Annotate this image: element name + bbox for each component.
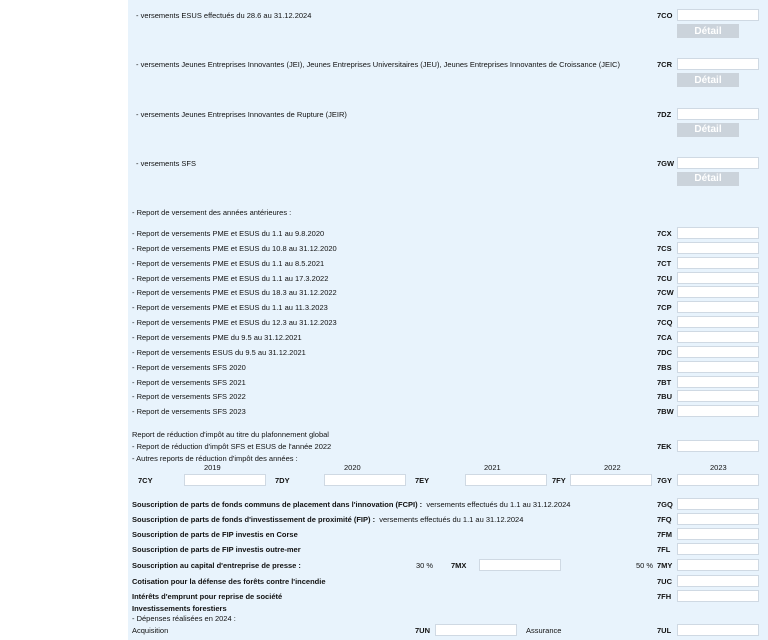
code-7MX: 7MX [451, 561, 467, 570]
report-label: - Report de versements SFS 2023 [132, 407, 246, 417]
report-label: - Report de versements SFS 2020 [132, 362, 246, 372]
versement-label: - versements Jeunes Entreprises Innovantes (JEI), Jeunes Entreprises Universitaires (JEU), Jeunes Entreprises Innovantes de Croissance (JEIC) [136, 60, 620, 70]
report-code: 7CU [657, 273, 673, 283]
report-label: - Report de versements PME et ESUS du 1.1 au 8.5.2021 [132, 258, 325, 268]
report-input[interactable] [677, 272, 759, 284]
report-label: - Report de versements PME et ESUS du 18.3 au 31.12.2022 [132, 288, 337, 298]
detail-button[interactable]: Détail [677, 73, 739, 87]
input-7FQ[interactable] [677, 513, 759, 525]
report-code: 7CA [657, 332, 673, 342]
report-code: 7CQ [657, 318, 673, 328]
versement-code: 7GW [657, 158, 675, 168]
assurance-label: Assurance [526, 626, 562, 635]
acquisition-label: Acquisition [132, 626, 169, 635]
report-input[interactable] [677, 316, 759, 328]
report-label: - Report de versements PME du 9.5 au 31.12.2021 [132, 332, 302, 342]
code-7GQ: 7GQ [657, 500, 673, 509]
detail-button[interactable]: Détail [677, 172, 739, 186]
versement-code: 7CO [657, 11, 673, 20]
year-label: 2020 [344, 463, 361, 472]
report-code: 7BS [657, 362, 672, 372]
report-input[interactable] [677, 242, 759, 254]
report-code: 7CS [657, 243, 672, 253]
versement-label: - versements Jeunes Entreprises Innovantes de Rupture (JEIR) [136, 109, 347, 119]
year-input[interactable] [324, 474, 406, 486]
plafond-line2: - Autres reports de réduction d'impôt des années : [132, 454, 298, 463]
versement-input[interactable] [677, 58, 759, 70]
report-label: - Report de versements SFS 2021 [132, 377, 246, 387]
input-7UL[interactable] [677, 624, 759, 636]
plafond-title: Report de réduction d'impôt au titre du plafonnement global [132, 430, 329, 439]
year-code: 7CY [138, 476, 153, 485]
report-code: 7CX [657, 229, 672, 238]
report-label: - Report de versements PME et ESUS du 1.1 au 11.3.2023 [132, 303, 328, 313]
input-7MY[interactable] [677, 559, 759, 571]
year-code: 7EY [415, 476, 430, 485]
input-7FH[interactable] [677, 590, 759, 602]
code-7EK: 7EK [657, 442, 672, 451]
input-7FM[interactable] [677, 528, 759, 540]
forestiers-title: Investissements forestiers [132, 604, 227, 613]
versement-input[interactable] [677, 157, 759, 169]
year-input[interactable] [465, 474, 547, 486]
plafond-line1: - Report de réduction d'impôt SFS et ESUS de l'année 2022 [132, 442, 332, 451]
report-label: - Report de versements PME et ESUS du 1.1 au 17.3.2022 [132, 273, 329, 283]
versement-input[interactable] [677, 108, 759, 120]
report-code: 7DC [657, 347, 673, 357]
code-7MY: 7MY [657, 561, 673, 570]
input-7UN[interactable] [435, 624, 517, 636]
presse-pct1: 30 % [416, 561, 434, 570]
report-code: 7CW [657, 288, 674, 298]
versement-input[interactable] [677, 9, 759, 21]
report-label: - Report de versements PME et ESUS du 12.3 au 31.12.2023 [132, 318, 337, 328]
fip-corse-label: Souscription de parts de FIP investis en Corse [132, 530, 298, 539]
detail-button[interactable]: Détail [677, 123, 739, 137]
report-code: 7BW [657, 407, 674, 417]
code-7FM: 7FM [657, 530, 672, 539]
year-input[interactable] [570, 474, 652, 486]
report-label: - Report de versements ESUS du 9.5 au 31.12.2021 [132, 347, 306, 357]
report-label: - Report de versements SFS 2022 [132, 392, 246, 402]
input-7MX[interactable] [479, 559, 561, 571]
input-7UC[interactable] [677, 575, 759, 587]
year-label: 2021 [484, 463, 501, 472]
report-input[interactable] [677, 361, 759, 373]
report-code: 7BU [657, 392, 673, 402]
fip-label [132, 515, 523, 524]
code-7FQ: 7FQ [657, 515, 672, 524]
input-7GQ[interactable] [677, 498, 759, 510]
input-7EK[interactable] [677, 440, 759, 452]
report-input[interactable] [677, 390, 759, 402]
report-label: - Report de versements PME et ESUS du 10.8 au 31.12.2020 [132, 243, 337, 253]
code-7UL: 7UL [657, 626, 672, 635]
code-7UN: 7UN [415, 626, 431, 635]
incendie-label: Cotisation pour la défense des forêts contre l'incendie [132, 577, 326, 586]
form-panel [128, 0, 768, 640]
code-7FH: 7FH [657, 592, 672, 601]
code-7UC: 7UC [657, 577, 673, 586]
year-label: 2023 [710, 463, 727, 472]
report-input[interactable] [677, 346, 759, 358]
report-input[interactable] [677, 405, 759, 417]
forestiers-sub: - Dépenses réalisées en 2024 : [132, 614, 236, 623]
emprunt-label: Intérêts d'emprunt pour reprise de société [132, 592, 283, 601]
report-input[interactable] [677, 227, 759, 239]
year-label: 2022 [604, 463, 621, 472]
fcpi-normal: versements effectués du 1.1 au 31.12.2024 [426, 500, 571, 509]
detail-button[interactable]: Détail [677, 24, 739, 38]
versement-label: - versements ESUS effectués du 28.6 au 31.12.2024 [136, 11, 312, 20]
fip-normal: versements effectués du 1.1 au 31.12.2024 [379, 515, 524, 524]
fcpi-bold: Souscription de parts de fonds communs de placement dans l'innovation (FCPI) : [132, 500, 423, 509]
report-code: 7BT [657, 377, 672, 387]
report-input[interactable] [677, 331, 759, 343]
report-code: 7CP [657, 303, 672, 313]
fip-bold: Souscription de parts de fonds d'investissement de proximité (FIP) : [132, 515, 376, 524]
year-input[interactable] [184, 474, 266, 486]
presse-pct2: 50 % [636, 561, 654, 570]
report-input[interactable] [677, 286, 759, 298]
year-code: 7FY [552, 476, 566, 485]
year-code: 7GY [657, 476, 673, 485]
fip-om-label: Souscription de parts de FIP investis outre-mer [132, 545, 301, 554]
presse-label: Souscription au capital d'entreprise de presse : [132, 561, 301, 570]
year-input[interactable] [677, 474, 759, 486]
report-label: - Report de versements PME et ESUS du 1.1 au 9.8.2020 [132, 229, 325, 238]
year-label: 2019 [204, 463, 221, 472]
fcpi-label [132, 500, 570, 509]
report-input[interactable] [677, 301, 759, 313]
report-input[interactable] [677, 257, 759, 269]
input-7FL[interactable] [677, 543, 759, 555]
code-7FL: 7FL [657, 545, 671, 554]
versement-code: 7DZ [657, 109, 672, 119]
year-code: 7DY [275, 476, 290, 485]
report-header: - Report de versement des années antérieures : [132, 208, 292, 217]
report-code: 7CT [657, 258, 672, 268]
report-input[interactable] [677, 376, 759, 388]
versement-label: - versements SFS [136, 158, 197, 168]
versement-code: 7CR [657, 60, 673, 70]
